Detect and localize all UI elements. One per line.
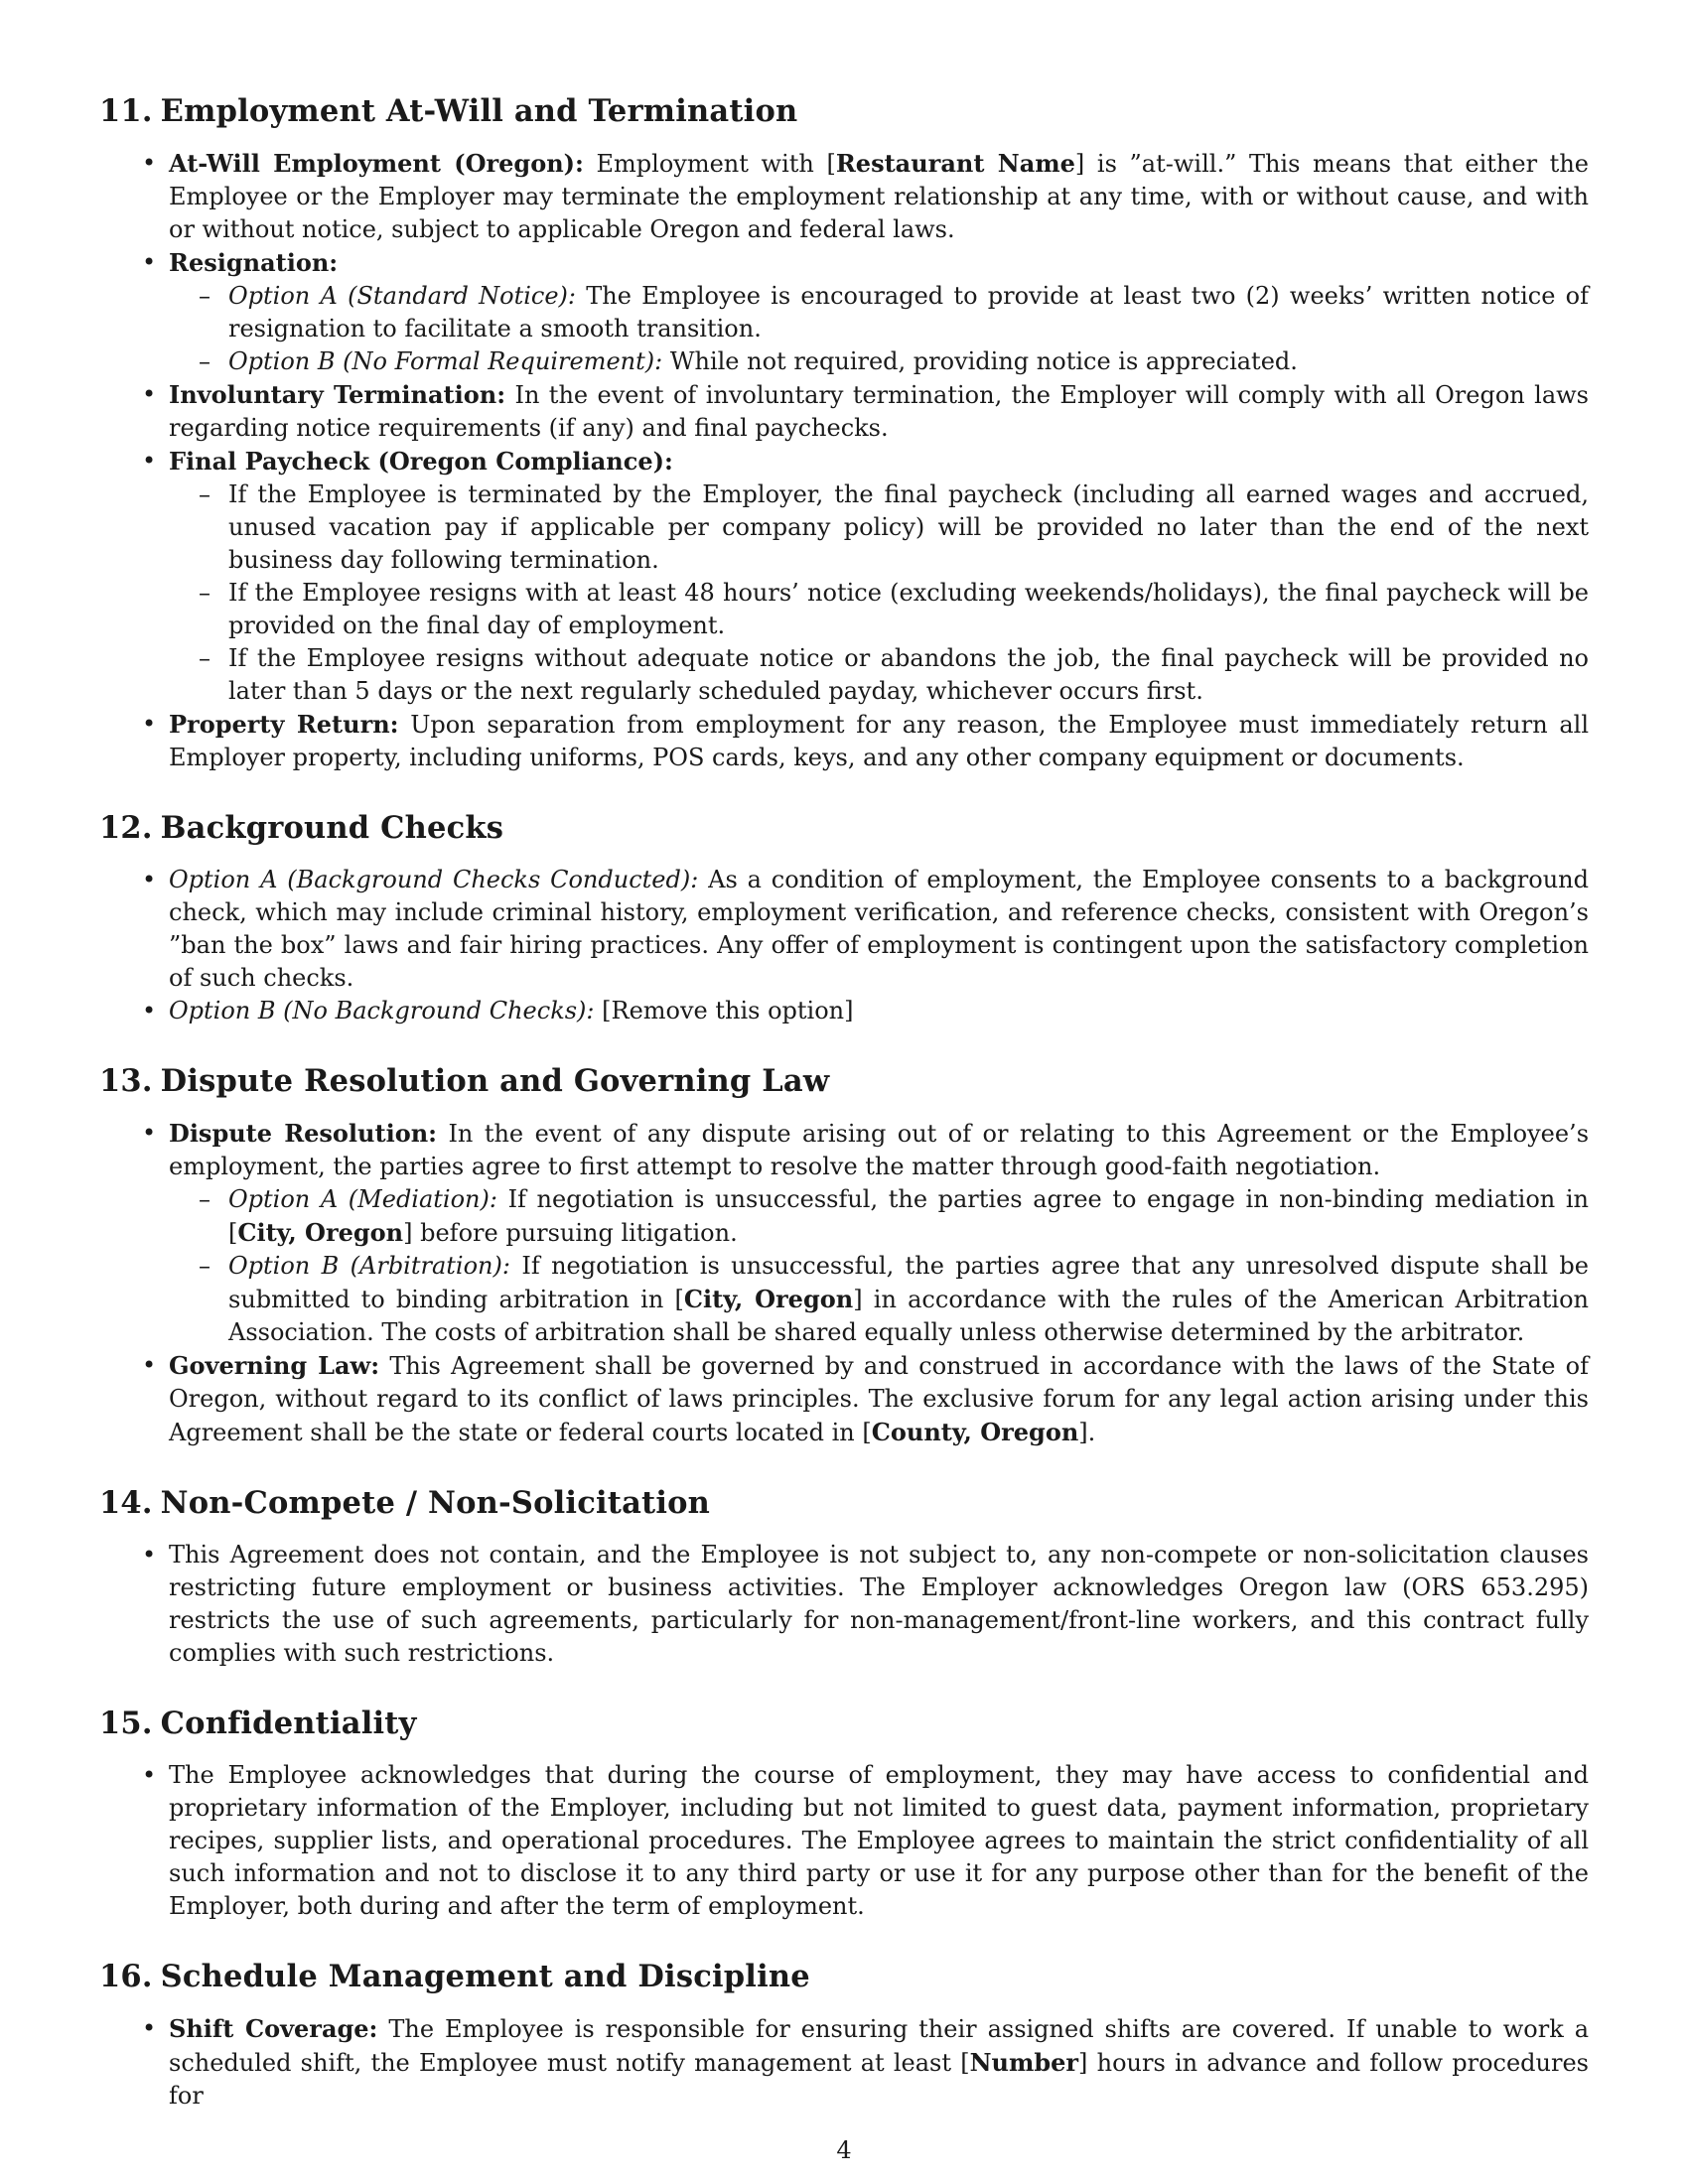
section-list bbox=[99, 1117, 1589, 1449]
section-16 bbox=[99, 1957, 1589, 2113]
page-number: 4 bbox=[836, 2136, 852, 2164]
section-list bbox=[99, 2012, 1589, 2113]
sub-list-item: – If the Employee resigns with at least 48 hours’ notice (excluding weekends/holidays), the final paycheck will be provided on the final day of employment. bbox=[228, 577, 1589, 642]
section-15 bbox=[99, 1704, 1589, 1923]
list-item: • This Agreement does not contain, and the Employee is not subject to, any non-compete or non-solicitation clauses restricting future employment or business activities. The Employer acknowledges Oregon law (ORS 653.295) restricts the use of such agreements, particularly for non-management/front-line workers, and this contract fully complies with such restrictions. bbox=[169, 1539, 1589, 1670]
list-item-option-a: • Option A (Background Checks Conducted): As a condition of employment, the Employee consents to a background check, which may include criminal history, employment verification, and reference checks, consistent with Oregon’s ”ban the box” laws and fair hiring practices. Any offer of employment is contingent upon the satisfactory completion of such checks. bbox=[169, 864, 1589, 995]
sub-list-item: – Option B (No Formal Requirement): While not required, providing notice is appreciated. bbox=[228, 345, 1589, 378]
section-14 bbox=[99, 1483, 1589, 1670]
section-list bbox=[99, 1539, 1589, 1670]
section-heading: 15. Confidentiality bbox=[99, 1706, 417, 1741]
list-item-dispute-resolution: • Dispute Resolution: In the event of any dispute arising out of or relating to this Agreement or the Employee’s employment, the parties agree to first attempt to resolve the matter through good-faith negotiation. – Option A (Mediation): If negotiation is unsuccessful, the parties agree to engage in non-binding mediation in [City, Oregon] before pursuing litigation. – Option B (Arbitration): If negotiation is unsuccessful, the parties agree that any unresolved dispute shall be submitted to binding arbitration in [City, Oregon] in accordance with the rules of the American Arbitration Association. The costs of arbitration shall be shared equally unless otherwise determined by the arbitrator. bbox=[169, 1117, 1589, 1349]
placeholder-field: Restaurant Name bbox=[835, 149, 1075, 178]
sub-list-item: – Option A (Standard Notice): The Employee is encouraged to provide at least two (2) weeks’ written notice of resignation to facilitate a smooth transition. bbox=[228, 280, 1589, 345]
section-list bbox=[99, 147, 1589, 774]
sub-list bbox=[169, 478, 1589, 708]
list-item-final-paycheck: • Final Paycheck (Oregon Compliance): – If the Employee is terminated by the Employer, the final paycheck (including all earned wages and accrued, unused vacation pay if applicable per company policy) will be provided no later than the end of the next business day following termination. – If the Employee resigns with at least 48 hours’ notice (excluding weekends/holidays), the final paycheck will be provided on the final day of employment. – If the Employee resigns without adequate notice or abandons the job, the final paycheck will be provided no later than 5 days or the next regularly scheduled payday, whichever occurs first. bbox=[169, 445, 1589, 708]
document-page bbox=[99, 91, 1589, 2146]
section-heading: 13. Dispute Resolution and Governing Law bbox=[99, 1063, 830, 1099]
placeholder-field: City, Oregon bbox=[237, 1218, 404, 1247]
section-heading: 16. Schedule Management and Discipline bbox=[99, 1959, 810, 1994]
sub-list-item: – If the Employee resigns without adequate notice or abandons the job, the final paycheck will be provided no later than 5 days or the next regularly scheduled payday, whichever occurs first. bbox=[228, 642, 1589, 708]
sub-list bbox=[169, 280, 1589, 378]
list-item-property-return: • Property Return: Upon separation from employment for any reason, the Employee must immediately return all Employer property, including uniforms, POS cards, keys, and any other company equipment or documents. bbox=[169, 708, 1589, 774]
list-item: • The Employee acknowledges that during the course of employment, they may have access to confidential and proprietary information of the Employer, including but not limited to guest data, payment information, proprietary recipes, supplier lists, and operational procedures. The Employee agrees to maintain the strict confidentiality of all such information and not to disclose it to any third party or use it for any purpose other than for the benefit of the Employer, both during and after the term of employment. bbox=[169, 1759, 1589, 1923]
list-item-at-will: • At-Will Employment (Oregon): Employment with [Restaurant Name] is ”at-will.” This means that either the Employee or the Employer may terminate the employment relationship at any time, with or without cause, and with or without notice, subject to applicable Oregon and federal laws. bbox=[169, 147, 1589, 246]
section-11 bbox=[99, 91, 1589, 774]
list-item-shift-coverage: • Shift Coverage: The Employee is responsible for ensuring their assigned shifts are covered. If unable to work a scheduled shift, the Employee must notify management at least [Number] hours in advance and follow procedures for bbox=[169, 2012, 1589, 2113]
placeholder-field: County, Oregon bbox=[871, 1418, 1079, 1446]
section-list bbox=[99, 864, 1589, 1027]
section-heading: 12. Background Checks bbox=[99, 810, 504, 846]
list-item-governing-law: • Governing Law: This Agreement shall be governed by and construed in accordance with the laws of the State of Oregon, without regard to its conflict of laws principles. The exclusive forum for any legal action arising under this Agreement shall be the state or federal courts located in [County, Oregon]. bbox=[169, 1349, 1589, 1449]
section-12 bbox=[99, 808, 1589, 1027]
sub-list bbox=[169, 1183, 1589, 1349]
section-13 bbox=[99, 1061, 1589, 1449]
list-item-option-b: • Option B (No Background Checks): [Remove this option] bbox=[169, 995, 1589, 1027]
section-heading: 14. Non-Compete / Non-Solicitation bbox=[99, 1485, 711, 1521]
placeholder-field: City, Oregon bbox=[683, 1285, 854, 1313]
list-item-involuntary: • Involuntary Termination: In the event of involuntary termination, the Employer will comply with all Oregon laws regarding notice requirements (if any) and final paychecks. bbox=[169, 378, 1589, 445]
sub-list-item: – Option B (Arbitration): If negotiation is unsuccessful, the parties agree that any unresolved dispute shall be submitted to binding arbitration in [City, Oregon] in accordance with the rules of the American Arbitration Association. The costs of arbitration shall be shared equally unless otherwise determined by the arbitrator. bbox=[228, 1250, 1589, 1349]
sub-list-item: – If the Employee is terminated by the Employer, the final paycheck (including all earned wages and accrued, unused vacation pay if applicable per company policy) will be provided no later than the end of the next business day following termination. bbox=[228, 478, 1589, 577]
section-heading: 11. Employment At-Will and Termination bbox=[99, 93, 798, 129]
sub-list-item: – Option A (Mediation): If negotiation is unsuccessful, the parties agree to engage in non-binding mediation in [City, Oregon] before pursuing litigation. bbox=[228, 1183, 1589, 1250]
placeholder-field: Number bbox=[969, 2048, 1079, 2077]
section-list bbox=[99, 1759, 1589, 1923]
list-item-resignation: • Resignation: – Option A (Standard Notice): The Employee is encouraged to provide at least two (2) weeks’ written notice of resignation to facilitate a smooth transition. – Option B (No Formal Requirement): While not required, providing notice is appreciated. bbox=[169, 246, 1589, 378]
